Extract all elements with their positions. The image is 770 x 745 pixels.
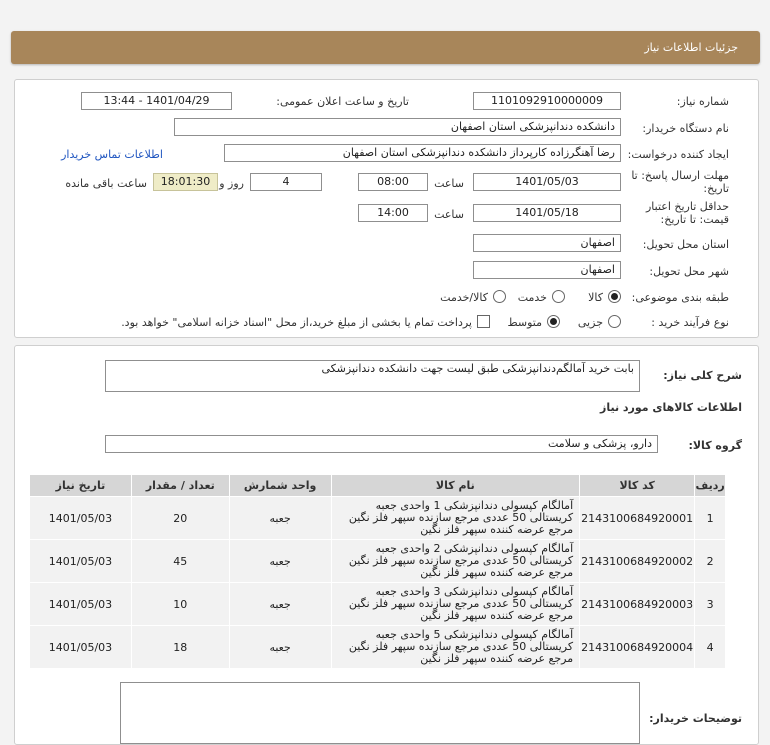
goods-group-field: دارو، پزشکی و سلامت bbox=[105, 435, 658, 453]
province-label: استان محل تحویل: bbox=[642, 238, 729, 251]
item-qty: 10 bbox=[131, 583, 229, 626]
item-code: 2143100684920003 bbox=[580, 583, 695, 626]
process-type-label: نوع فرآیند خرید : bbox=[651, 316, 729, 329]
deadline-time-field: 08:00 bbox=[358, 173, 428, 191]
item-unit: جعبه bbox=[229, 583, 331, 626]
announce-date-field: 1401/04/29 - 13:44 bbox=[81, 92, 232, 110]
item-date: 1401/05/03 bbox=[30, 583, 132, 626]
category-radio-service[interactable] bbox=[552, 290, 565, 303]
goods-group-label: گروه کالا: bbox=[688, 439, 742, 452]
deadline-label-2: تاریخ: bbox=[703, 182, 729, 195]
item-code: 2143100684920002 bbox=[580, 540, 695, 583]
remaining-time-label: ساعت باقی مانده bbox=[65, 177, 147, 190]
item-qty: 18 bbox=[131, 626, 229, 669]
process-radio-medium[interactable] bbox=[547, 315, 560, 328]
row-number: 1 bbox=[695, 497, 726, 540]
deadline-date-field: 1401/05/03 bbox=[473, 173, 621, 191]
item-date: 1401/05/03 bbox=[30, 497, 132, 540]
buyer-notes-field bbox=[120, 682, 640, 744]
item-qty: 20 bbox=[131, 497, 229, 540]
creator-label: ایجاد کننده درخواست: bbox=[627, 148, 729, 161]
item-qty: 45 bbox=[131, 540, 229, 583]
days-label: روز و bbox=[219, 177, 244, 190]
process-option-minor: جزیی bbox=[577, 316, 603, 329]
days-remaining-field: 4 bbox=[250, 173, 322, 191]
item-code: 2143100684920004 bbox=[580, 626, 695, 669]
page-header bbox=[11, 31, 760, 64]
description-field: بابت خرید آمالگم‌دندانپزشکی طبق لیست جهت دانشکده دندانپزشکی bbox=[105, 360, 640, 392]
col-date: تاریخ نیاز bbox=[30, 475, 132, 497]
need-number-field: 1101092910000009 bbox=[473, 92, 621, 110]
need-number-label: شماره نیاز: bbox=[676, 95, 729, 108]
table-row bbox=[30, 583, 726, 626]
category-option-goods-service: کالا/خدمت bbox=[440, 291, 488, 304]
treasury-payment-checkbox[interactable] bbox=[477, 315, 490, 328]
deadline-time-label: ساعت bbox=[434, 177, 464, 190]
col-name: نام کالا bbox=[331, 475, 580, 497]
row-number: 3 bbox=[695, 583, 726, 626]
goods-section-title: اطلاعات کالاهای مورد نیاز bbox=[600, 401, 742, 414]
goods-panel bbox=[14, 345, 759, 745]
process-radio-minor[interactable] bbox=[608, 315, 621, 328]
validity-date-field: 1401/05/18 bbox=[473, 204, 621, 222]
announce-date-label: تاریخ و ساعت اعلان عمومی: bbox=[276, 95, 409, 108]
col-qty: تعداد / مقدار bbox=[131, 475, 229, 497]
buyer-org-label: نام دستگاه خریدار: bbox=[642, 122, 729, 135]
row-number: 4 bbox=[695, 626, 726, 669]
table-row bbox=[30, 497, 726, 540]
table-row bbox=[30, 540, 726, 583]
item-code: 2143100684920001 bbox=[580, 497, 695, 540]
goods-table bbox=[29, 474, 726, 669]
item-date: 1401/05/03 bbox=[30, 540, 132, 583]
need-details-panel bbox=[14, 79, 759, 338]
item-date: 1401/05/03 bbox=[30, 626, 132, 669]
page-title: جزئیات اطلاعات نیاز bbox=[644, 41, 738, 54]
province-field: اصفهان bbox=[473, 234, 621, 252]
city-field: اصفهان bbox=[473, 261, 621, 279]
item-name: آمالگام کپسولی دندانپزشکی 3 واحدی جعبه کریستالی 50 عددی مرجع سازنده سپهر فلز نگین مرجع عرضه کننده سپهر فلز نگین bbox=[331, 583, 580, 626]
description-label: شرح کلی نیاز: bbox=[663, 369, 742, 382]
validity-label: حداقل تاریخ اعتبار bbox=[645, 200, 729, 213]
category-radio-goods-service[interactable] bbox=[493, 290, 506, 303]
buyer-org-field: دانشکده دندانپزشکی استان اصفهان bbox=[174, 118, 621, 136]
validity-time-field: 14:00 bbox=[358, 204, 428, 222]
table-header-row bbox=[30, 475, 726, 497]
category-option-service: خدمت bbox=[517, 291, 547, 304]
item-unit: جعبه bbox=[229, 497, 331, 540]
category-label: طبقه بندی موضوعی: bbox=[631, 291, 729, 304]
process-option-medium: متوسط bbox=[507, 316, 542, 329]
item-unit: جعبه bbox=[229, 626, 331, 669]
item-unit: جعبه bbox=[229, 540, 331, 583]
treasury-payment-note: پرداخت تمام یا بخشی از مبلغ خرید،از محل "اسناد خزانه اسلامی" خواهد بود. bbox=[121, 316, 472, 329]
buyer-notes-label: توضیحات خریدار: bbox=[649, 712, 742, 725]
validity-label-2: قیمت: تا تاریخ: bbox=[660, 213, 729, 226]
deadline-label: مهلت ارسال پاسخ: تا bbox=[631, 169, 729, 182]
item-name: آمالگام کپسولی دندانپزشکی 1 واحدی جعبه کریستالی 50 عددی مرجع سازنده سپهر فلز نگین مرجع عرضه کننده سپهر فلز نگین bbox=[331, 497, 580, 540]
contact-buyer-link[interactable]: اطلاعات تماس خریدار bbox=[61, 148, 163, 161]
creator-field: رضا آهنگرزاده کارپرداز دانشکده دندانپزشکی استان اصفهان bbox=[224, 144, 621, 162]
table-row bbox=[30, 626, 726, 669]
col-row: ردیف bbox=[695, 475, 726, 497]
validity-time-label: ساعت bbox=[434, 208, 464, 221]
col-code: کد کالا bbox=[580, 475, 695, 497]
category-radio-goods[interactable] bbox=[608, 290, 621, 303]
col-unit: واحد شمارش bbox=[229, 475, 331, 497]
category-option-goods: کالا bbox=[588, 291, 603, 304]
city-label: شهر محل تحویل: bbox=[649, 265, 729, 278]
item-name: آمالگام کپسولی دندانپزشکی 2 واحدی جعبه کریستالی 50 عددی مرجع سازنده سپهر فلز نگین مرجع عرضه کننده سپهر فلز نگین bbox=[331, 540, 580, 583]
row-number: 2 bbox=[695, 540, 726, 583]
remaining-time-field: 18:01:30 bbox=[153, 173, 218, 191]
item-name: آمالگام کپسولی دندانپزشکی 5 واحدی جعبه کریستالی 50 عددی مرجع سازنده سپهر فلز نگین مرجع عرضه کننده سپهر فلز نگین bbox=[331, 626, 580, 669]
